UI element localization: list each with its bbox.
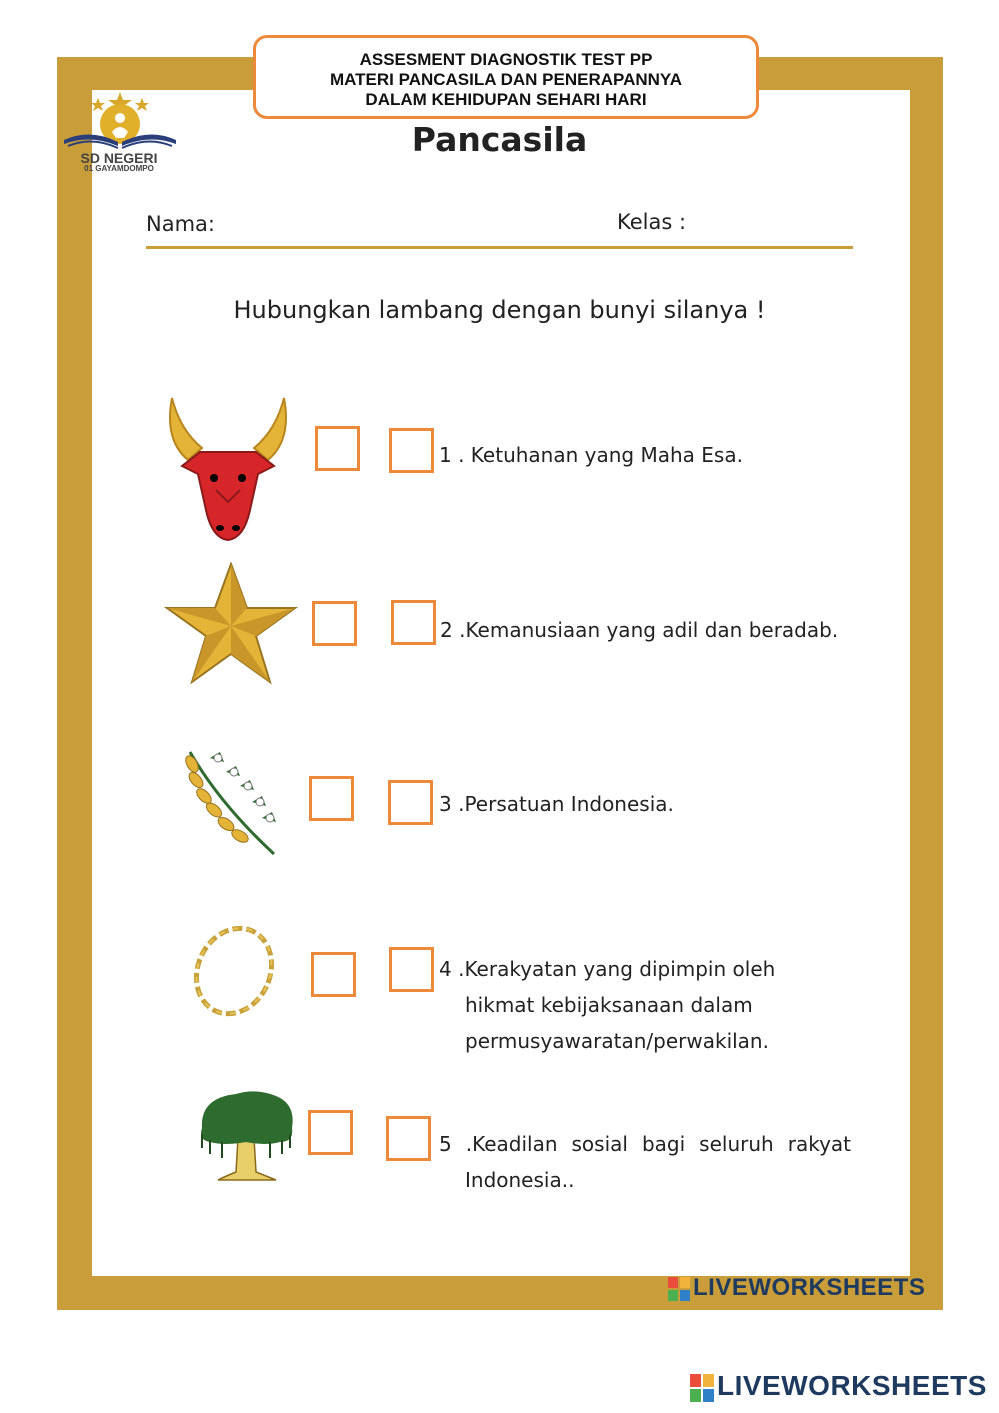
bull-head-icon xyxy=(158,390,298,545)
liveworksheets-footer-logo[interactable] xyxy=(690,1370,987,1402)
liveworksheets-watermark xyxy=(668,1274,925,1302)
sila-3: 3 .Persatuan Indonesia. xyxy=(439,792,674,816)
answer-box-1-right[interactable] xyxy=(389,428,434,473)
header-line-2: MATERI PANCASILA DAN PENERAPANNYA xyxy=(330,70,682,89)
school-subname: 01 GAYAMDOMPO xyxy=(84,164,154,173)
sila-4-line-2: hikmat kebijaksanaan dalam xyxy=(465,993,753,1017)
sila-4 xyxy=(439,951,775,1059)
sila-5-line-1: 5 .Keadilan sosial bagi seluruh rakyat xyxy=(439,1132,851,1156)
liveworksheets-footer-icon xyxy=(690,1374,714,1402)
page-title: Pancasila xyxy=(411,120,588,159)
school-name: SD NEGERI xyxy=(80,150,158,166)
answer-box-4-left[interactable] xyxy=(311,952,356,997)
answer-box-1-left[interactable] xyxy=(315,426,360,471)
answer-box-4-right[interactable] xyxy=(389,947,434,992)
sila-5-line-2: Indonesia.. xyxy=(465,1168,575,1192)
answer-box-3-left[interactable] xyxy=(309,776,354,821)
header-line-1: ASSESMENT DIAGNOSTIK TEST PP xyxy=(359,50,653,69)
answer-box-2-left[interactable] xyxy=(312,601,357,646)
liveworksheets-footer-text: LIVEWORKSHEETS xyxy=(717,1370,987,1401)
liveworksheets-watermark-text: LIVEWORKSHEETS xyxy=(693,1274,926,1301)
sila-1: 1 . Ketuhanan yang Maha Esa. xyxy=(439,443,743,467)
name-label: Nama: xyxy=(146,212,215,236)
answer-box-3-right[interactable] xyxy=(388,780,433,825)
class-label: Kelas : xyxy=(617,210,687,234)
instruction-text: Hubungkan lambang dengan bunyi silanya ! xyxy=(233,296,766,324)
sila-4-line-1: 4 .Kerakyatan yang dipimpin oleh xyxy=(439,957,776,981)
liveworksheets-logo-icon xyxy=(668,1277,690,1301)
chain-icon xyxy=(188,918,280,1024)
header-line-3: DALAM KEHIDUPAN SEHARI HARI xyxy=(365,90,647,109)
sila-4-line-3: permusyawaratan/perwakilan. xyxy=(465,1029,769,1053)
answer-box-2-right[interactable] xyxy=(391,600,436,645)
assessment-header xyxy=(253,35,759,119)
banyan-tree-icon xyxy=(196,1088,298,1184)
rice-cotton-icon xyxy=(180,744,280,856)
sila-5 xyxy=(439,1126,851,1198)
sila-2: 2 .Kemanusiaan yang adil dan beradab. xyxy=(440,618,839,642)
answer-box-5-left[interactable] xyxy=(308,1110,353,1155)
answer-box-5-right[interactable] xyxy=(386,1116,431,1161)
star-icon xyxy=(164,562,298,686)
name-underline xyxy=(146,246,853,249)
